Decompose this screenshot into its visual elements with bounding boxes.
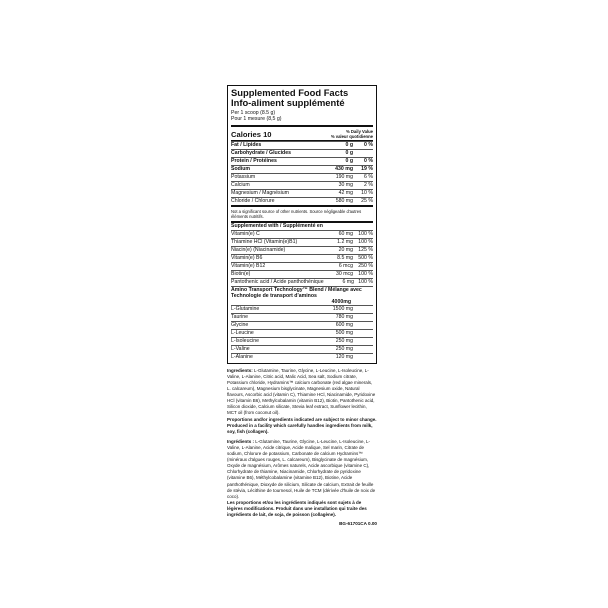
nutrition-label <box>227 85 377 526</box>
facts-panel <box>227 85 377 364</box>
nutrient-name: Magnesium / Magnésium <box>231 189 289 196</box>
amino-row <box>231 313 373 321</box>
supplement-row <box>231 246 373 254</box>
nutrient-amount: 30 mg <box>338 181 353 188</box>
amino-blend-title: Amino Transport Technology™ Blend / Mélange avec Technologie de transport d'aminos <box>231 286 373 299</box>
amino-amount: 500 mg <box>335 329 353 336</box>
nutrient-percent: 19 % <box>361 165 373 172</box>
amino-row <box>231 305 373 313</box>
warning-fr: Les proportions et/ou les ingrédients indiqués sont sujets à de légères modifications. Produit dans une installation qui traite des ingrédients de lait, de soja, de poisson (collagène). <box>227 499 367 517</box>
calories-row <box>231 129 373 139</box>
ingredients-fr: Ingrédients : L-Glutamine, Taurine, Glycine, L-Leucine, L-Isoleucine, L-Valine, L-Alanine, Acide citrique, Acide malique, Sel marin, Citrate de sodium, Chlorure de potassium, Carbonate de calcium Hydramins™ (minéraux d'algues rouges, L. calcareum), Bisglycinate de magnésium, Oxyde de magnésium, Arômes naturels, Acide ascorbique (vitamine C), Chlorhydrate de thiamine, Niacinamide, Chlorhydrate de pyridoxine (vitamine B6), Méthylcobalamine (vitamine B12), Biotine, Acide panthothénique, Dioxyde de silicium, Silicate de calcium, Extrait de feuille de stévia, Lécithine de tournesol, Huile de TCM (dérivée d'huile de noix de coco). <box>227 438 376 499</box>
amino-row <box>231 321 373 329</box>
nutrient-row <box>231 197 373 205</box>
supplement-header: Supplemented with / Supplémenté en <box>231 222 323 229</box>
supplement-amount: 60 mg <box>338 230 353 237</box>
dv-en: % Daily Value <box>346 128 373 134</box>
amino-name: L-Alanine <box>231 353 253 360</box>
dv-fr: % valeur quotidienne <box>330 133 373 139</box>
nutrient-percent: 2 % <box>364 181 373 188</box>
nutrient-name: Sodium <box>231 165 251 172</box>
amino-row <box>231 353 373 361</box>
supplement-percent: 250 % <box>358 262 373 269</box>
supplement-amount: 1.2 mg <box>337 238 353 245</box>
nutrient-row <box>231 165 373 173</box>
title-fr: Info-aliment supplémenté <box>231 97 345 108</box>
supplement-row <box>231 262 373 270</box>
supplement-percent: 100 % <box>358 230 373 237</box>
supplement-name: Biotin(e) <box>231 270 251 277</box>
title-en: Supplemented Food Facts <box>231 87 349 98</box>
nutrient-percent: 6 % <box>364 173 373 180</box>
amino-row <box>231 345 373 353</box>
amino-row <box>231 329 373 337</box>
nutrient-percent: 25 % <box>361 197 373 204</box>
nutrient-amount: 42 mg <box>338 189 353 196</box>
nutrient-amount: 0 g <box>345 141 353 148</box>
amino-blend-total: 4000mg <box>331 298 351 305</box>
nutrient-row <box>231 149 373 157</box>
amino-amount: 780 mg <box>335 313 353 320</box>
nutrient-name: Carbohydrate / Glucides <box>231 149 291 156</box>
supplement-row <box>231 270 373 278</box>
nutrient-name: Calcium <box>231 181 250 188</box>
supplement-amount: 20 mg <box>338 246 353 253</box>
supplement-percent: 100 % <box>358 270 373 277</box>
amino-amount: 600 mg <box>335 321 353 328</box>
supplement-name: Vitamin(e) B6 <box>231 254 263 261</box>
supplement-name: Thiamine HCl (Vitamin(e)B1) <box>231 238 298 245</box>
supplement-amount: 30 mcg <box>335 270 353 277</box>
amino-name: L-Isoleucine <box>231 337 259 344</box>
amino-name: Glycine <box>231 321 249 328</box>
supplement-name: Vitamin(e) B12 <box>231 262 266 269</box>
amino-amount: 250 mg <box>335 345 353 352</box>
amino-name: L-Glutamine <box>231 305 260 312</box>
amino-amount: 120 mg <box>335 353 353 360</box>
amino-name: Taurine <box>231 313 249 320</box>
product-code: BG-61701CA 0.00 <box>339 521 377 527</box>
amino-name: L-Valine <box>231 345 250 352</box>
amino-amount: 1500 mg <box>332 305 353 312</box>
supplement-name: Vitamin(e) C <box>231 230 260 237</box>
supplement-percent: 125 % <box>358 246 373 253</box>
nutrient-row <box>231 157 373 165</box>
amino-row <box>231 337 373 345</box>
supplement-percent: 500 % <box>358 254 373 261</box>
nutrient-row <box>231 141 373 149</box>
amino-name: L-Leucine <box>231 329 254 336</box>
calories-label: Calories 10 <box>231 129 272 139</box>
supplement-amount: 8.5 mg <box>337 254 353 261</box>
nutrient-amount: 430 mg <box>335 165 353 172</box>
supplement-row <box>231 238 373 246</box>
nutrient-amount: 580 mg <box>335 197 353 204</box>
supplement-percent: 100 % <box>358 238 373 245</box>
footnote: Not a significant source of other nutrients. Source négligeable d'autres éléments nutritifs. <box>231 208 362 219</box>
amino-list <box>231 305 373 361</box>
nutrient-list <box>231 141 373 205</box>
nutrient-name: Chloride / Chlorure <box>231 197 275 204</box>
supplement-name: Niacin(e) (Niacinamide) <box>231 246 286 253</box>
supplement-name: Pantothenic acid / Acide panthothénique <box>231 278 324 285</box>
supplement-row <box>231 230 373 238</box>
nutrient-row <box>231 173 373 181</box>
supplement-row <box>231 254 373 262</box>
nutrient-amount: 190 mg <box>335 173 353 180</box>
supplement-percent: 100 % <box>358 278 373 285</box>
supplement-amount: 6 mg <box>342 278 354 285</box>
nutrient-percent: 10 % <box>361 189 373 196</box>
nutrient-name: Potassium <box>231 173 256 180</box>
supplement-list <box>231 230 373 286</box>
nutrient-name: Fat / Lipides <box>231 141 262 148</box>
serving-en: Per 1 scoop (8.5 g) <box>231 110 276 116</box>
warning-en: Proportions and/or ingredients indicated are subject to minor change. Produced in a facility which carefully handles ingredients from milk, soy, fish (collagen). <box>227 416 377 434</box>
nutrient-amount: 0 g <box>345 157 353 164</box>
nutrient-name: Protein / Protéines <box>231 157 277 164</box>
amino-amount: 250 mg <box>335 337 353 344</box>
ingredients-en: Ingredients: L-Glutamine, Taurine, Glycine, L-Leucine, L-Isoleucine, L-Valine, L-Alanine, Citric acid, Malic Acid, Sea salt, Sodium citrate, Potassium chloride, Hydramins™ calcium carbonate (red algae minerals, L. calcareum), Magnesium bisglycinate, Magnesium oxide, Natural flavours, Ascorbic acid (vitamin C), Thiamine HCl, Niacinamide, Pyridoxine HCl (vitamin B6), Methylcobalamin (vitamin B12), Biotin, Pantothenic acid, Silicon dioxide, Calcium silicate, Stevia leaf extract, Sunflower lecithin, MCT oil (from coconut oil). <box>227 367 376 416</box>
nutrient-amount: 0 g <box>345 149 353 156</box>
supplement-amount: 6 mcg <box>338 262 353 269</box>
nutrient-percent: 0 % <box>364 157 373 164</box>
supplement-row <box>231 278 373 286</box>
nutrient-row <box>231 181 373 189</box>
nutrient-percent: 0 % <box>364 141 373 148</box>
serving-fr: Pour 1 mesure (8,5 g) <box>231 116 282 123</box>
nutrient-row <box>231 189 373 197</box>
